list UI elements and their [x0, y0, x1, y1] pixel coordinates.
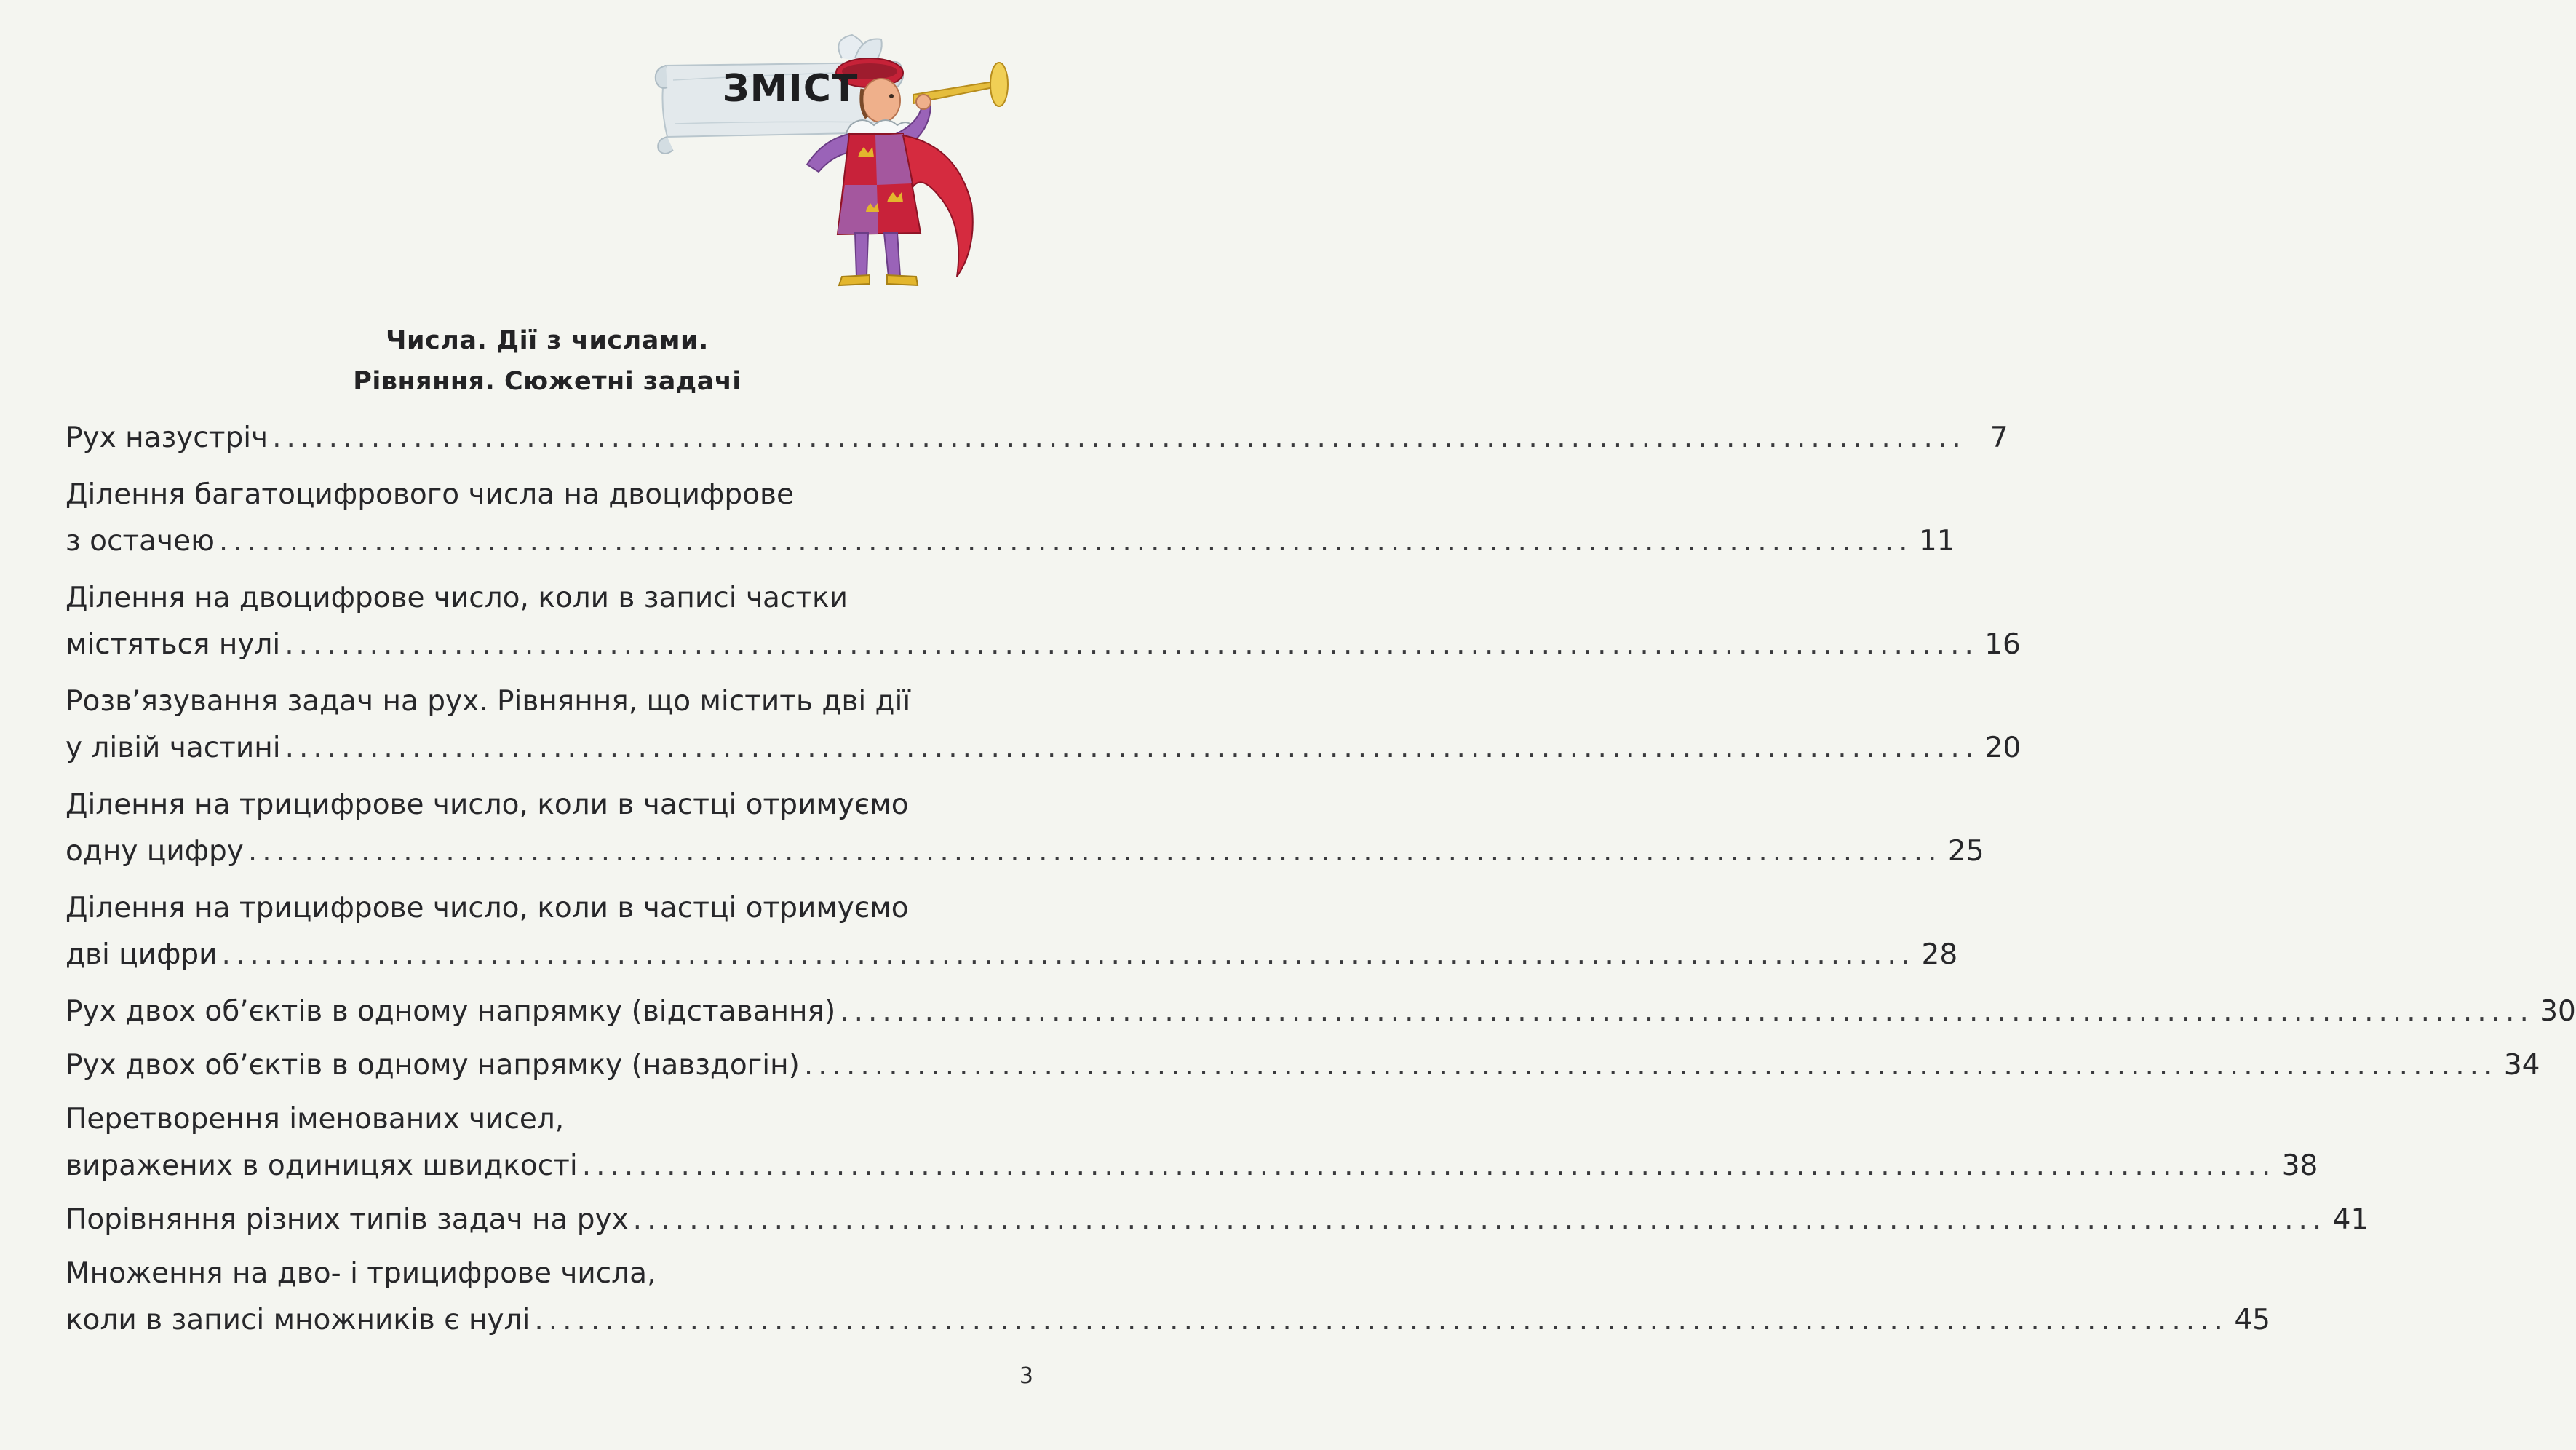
toc-entry-last-line: [65, 1297, 2270, 1344]
dot-leader: ........................................................................................................................: [218, 525, 1913, 558]
toc-entry-page: 28: [1921, 938, 1958, 971]
dot-leader: ........................................................................................................................: [534, 1304, 2228, 1336]
toc-entry[interactable]: [65, 782, 1984, 875]
toc-entry-last-line: [65, 622, 2021, 668]
toc-entry-title-line: одну цифру: [65, 835, 244, 868]
section-heading-line-2: Рівняння. Сюжетні задачі: [353, 367, 742, 396]
toc-entry-page: 30: [2540, 995, 2576, 1028]
toc-entry-title-line: Розв’язування задач на рух. Рівняння, що містить дві дії: [65, 685, 911, 718]
toc-entry-last-line: [65, 415, 2008, 461]
toc-entry-page: 45: [2234, 1304, 2270, 1336]
toc-entry[interactable]: [65, 989, 2576, 1035]
toc-entry-page: 11: [1918, 525, 1955, 558]
toc-entry-page: 38: [2281, 1149, 2318, 1182]
dot-leader: ........................................................................................................................: [632, 1203, 2327, 1236]
toc-entry-page: 7: [1989, 421, 2008, 454]
toc-entry-title-line: з остачею: [65, 525, 215, 558]
toc-entry-title-line: Рух назустріч: [65, 421, 269, 454]
toc-entry-last-line: [65, 932, 1958, 978]
toc-entry-title-line: виражених в одиницях швидкості: [65, 1149, 578, 1182]
contents-banner: [651, 36, 1088, 298]
toc-entry-page: 41: [2332, 1203, 2369, 1236]
toc-entry-title-line: Множення на дво- і трицифрове числа,: [65, 1257, 656, 1290]
toc-entry-title-line: коли в записі множників є нулі: [65, 1304, 530, 1336]
toc-entry-last-line: [65, 1143, 2318, 1189]
toc-entry-page: 16: [1984, 628, 2021, 661]
toc-entry-title-line: Ділення на трицифрове число, коли в частці отримуємо: [65, 892, 909, 924]
dot-leader: ........................................................................................................................: [581, 1149, 2276, 1182]
toc-entry-title-line: Порівняння різних типів задач на рух: [65, 1203, 629, 1236]
toc-entry-last-line: [65, 725, 2022, 772]
toc-entry-title-line: Ділення на трицифрове число, коли в частці отримуємо: [65, 788, 909, 821]
toc-entry-last-line: [65, 518, 1955, 565]
table-of-contents: [65, 415, 2576, 1344]
dot-leader: ........................................................................................................................: [803, 1049, 2498, 1082]
face-icon: [862, 79, 900, 122]
toc-entry[interactable]: [65, 885, 1958, 978]
toc-entry[interactable]: [65, 1197, 2369, 1243]
toc-entry[interactable]: [65, 472, 1955, 565]
toc-entry-title-line: Рух двох об’єктів в одному напрямку (навздогін): [65, 1049, 800, 1082]
toc-entry-title-line: Перетворення іменованих чисел,: [65, 1103, 565, 1136]
toc-entry-title-line: у лівій частині: [65, 732, 281, 764]
dot-leader: ........................................................................................................................: [247, 835, 1942, 868]
toc-entry-title-line: Ділення на двоцифрове число, коли в записі частки: [65, 582, 848, 614]
toc-entry-title-line: дві цифри: [65, 938, 218, 971]
toc-entry-page: 20: [1984, 732, 2022, 764]
toc-entry-last-line: [65, 1042, 2540, 1089]
contents-title: ЗМІСТ: [722, 67, 859, 111]
page-number: 3: [1019, 1363, 1033, 1389]
toc-entry-title-line: містяться нулі: [65, 628, 281, 661]
dot-leader: ........................................................................................................................: [285, 732, 1979, 764]
dot-leader: ........................................................................................................................: [840, 995, 2534, 1028]
toc-entry[interactable]: [65, 1251, 2270, 1344]
toc-entry-last-line: [65, 1197, 2369, 1243]
section-heading: [0, 320, 1094, 402]
dot-leader: ........................................................................................................................: [221, 938, 1916, 971]
toc-entry-title-line: Рух двох об’єктів в одному напрямку (відставання): [65, 995, 836, 1028]
legs-icon: [839, 233, 918, 285]
toc-entry-page: 34: [2503, 1049, 2540, 1082]
toc-entry[interactable]: [65, 415, 2008, 461]
dot-leader: ........................................................................................................................: [272, 421, 1966, 454]
toc-entry[interactable]: [65, 575, 2021, 668]
section-heading-line-1: Числа. Дії з числами.: [386, 326, 709, 355]
toc-entry[interactable]: [65, 1096, 2318, 1189]
toc-entry-last-line: [65, 828, 1984, 875]
toc-entry-last-line: [65, 989, 2576, 1035]
toc-entry-page: 25: [1947, 835, 1984, 868]
dot-leader: ........................................................................................................................: [285, 628, 1979, 661]
toc-entry-title-line: Ділення багатоцифрового числа на двоцифрове: [65, 478, 794, 511]
toc-entry[interactable]: [65, 1042, 2540, 1089]
toc-entry[interactable]: [65, 678, 2022, 772]
